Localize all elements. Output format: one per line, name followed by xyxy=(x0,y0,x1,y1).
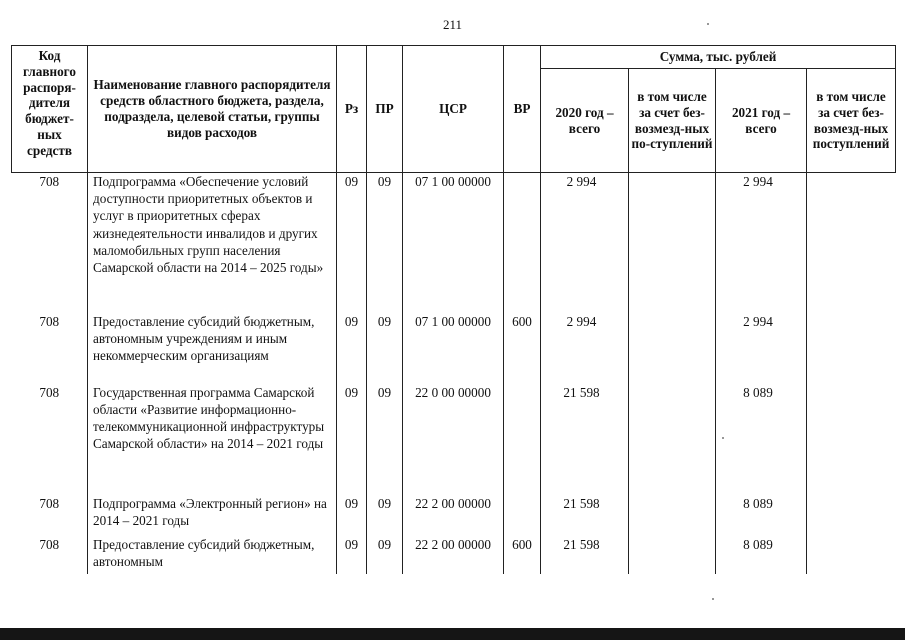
header-2020-free: в том числе за счет без-возмезд-ных по-ступлений xyxy=(629,69,716,173)
cell-pr: 09 xyxy=(367,173,403,313)
cell-vr xyxy=(504,384,541,495)
cell-rz: 09 xyxy=(337,536,367,574)
table-header xyxy=(12,46,896,173)
header-csr: ЦСР xyxy=(403,46,504,173)
cell-2021-free xyxy=(807,384,896,495)
header-name: Наименование главного распорядителя средств областного бюджета, раздела, подраздела, целевой статьи, группы видов расходов xyxy=(88,46,337,173)
cell-csr: 07 1 00 00000 xyxy=(403,313,504,384)
cell-2021-free xyxy=(807,495,896,536)
cell-2021-total: 8 089 xyxy=(716,495,807,536)
cell-2021-total: 8 089 xyxy=(716,536,807,574)
cell-2021-total: 2 994 xyxy=(716,313,807,384)
cell-csr: 22 2 00 00000 xyxy=(403,536,504,574)
cell-rz: 09 xyxy=(337,495,367,536)
cell-pr: 09 xyxy=(367,495,403,536)
budget-table xyxy=(11,45,896,574)
header-vr: ВР xyxy=(504,46,541,173)
cell-2020-total: 21 598 xyxy=(541,495,629,536)
cell-rz: 09 xyxy=(337,384,367,495)
header-2021-free: в том числе за счет без-возмезд-ных поступлений xyxy=(807,69,896,173)
cell-name: Государственная программа Самарской области «Развитие информационно-телекоммуникационной инфраструктуры Самарской области» на 2014 – 2021 годы xyxy=(88,384,337,495)
cell-rz: 09 xyxy=(337,313,367,384)
cell-2020-total: 21 598 xyxy=(541,536,629,574)
cell-name: Подпрограмма «Обеспечение условий доступности приоритетных объектов и услуг в приоритетных сферах жизнедеятельности инвалидов и других маломобильных групп населения Самарской области на 2014 – 2025 годы» xyxy=(88,173,337,313)
header-2020-total: 2020 год – всего xyxy=(541,69,629,173)
header-sum: Сумма, тыс. рублей xyxy=(541,46,896,69)
cell-2020-free xyxy=(629,313,716,384)
cell-pr: 09 xyxy=(367,536,403,574)
table-row xyxy=(12,173,896,313)
cell-2020-free xyxy=(629,495,716,536)
cell-name: Предоставление субсидий бюджетным, автономным xyxy=(88,536,337,574)
cell-2020-free xyxy=(629,384,716,495)
cell-rz: 09 xyxy=(337,173,367,313)
cell-2021-free xyxy=(807,173,896,313)
cell-code: 708 xyxy=(39,174,60,189)
cell-code: 708 xyxy=(39,313,60,329)
cell-2020-total: 2 994 xyxy=(541,313,629,384)
cell-2020-free xyxy=(629,173,716,313)
cell-2020-free xyxy=(629,536,716,574)
cell-code: 708 xyxy=(39,384,60,400)
table-body xyxy=(12,173,896,574)
cell-vr: 600 xyxy=(504,313,541,384)
cell-2020-total: 2 994 xyxy=(541,173,629,313)
scan-speck xyxy=(712,598,714,600)
cell-csr: 07 1 00 00000 xyxy=(403,173,504,313)
cell-name: Подпрограмма «Электронный регион» на 2014 – 2021 годы xyxy=(88,495,337,536)
cell-vr xyxy=(504,173,541,313)
table-row xyxy=(12,313,896,384)
scan-speck xyxy=(707,23,709,25)
cell-2020-total: 21 598 xyxy=(541,384,629,495)
scan-speck xyxy=(722,437,724,439)
cell-code: 708 xyxy=(39,536,60,552)
cell-csr: 22 0 00 00000 xyxy=(403,384,504,495)
cell-2021-total: 8 089 xyxy=(716,384,807,495)
cell-csr: 22 2 00 00000 xyxy=(403,495,504,536)
header-2021-total: 2021 год – всего xyxy=(716,69,807,173)
scan-bottom-edge xyxy=(0,628,905,640)
cell-pr: 09 xyxy=(367,384,403,495)
cell-code: 708 xyxy=(39,495,60,511)
header-rz: Рз xyxy=(337,46,367,173)
cell-vr: 600 xyxy=(504,536,541,574)
cell-2021-free xyxy=(807,313,896,384)
cell-2021-free xyxy=(807,536,896,574)
cell-2021-total: 2 994 xyxy=(716,173,807,313)
cell-vr xyxy=(504,495,541,536)
header-pr: ПР xyxy=(367,46,403,173)
page-number: 211 xyxy=(442,17,463,32)
cell-name: Предоставление субсидий бюджетным, автономным учреждениям и иным некоммерческим организациям xyxy=(88,313,337,384)
table-row xyxy=(12,384,896,495)
table-row xyxy=(12,495,896,536)
cell-pr: 09 xyxy=(367,313,403,384)
header-code: Код главного распоря-дителя бюджет-ных средств xyxy=(12,46,88,173)
table-row xyxy=(12,536,896,574)
